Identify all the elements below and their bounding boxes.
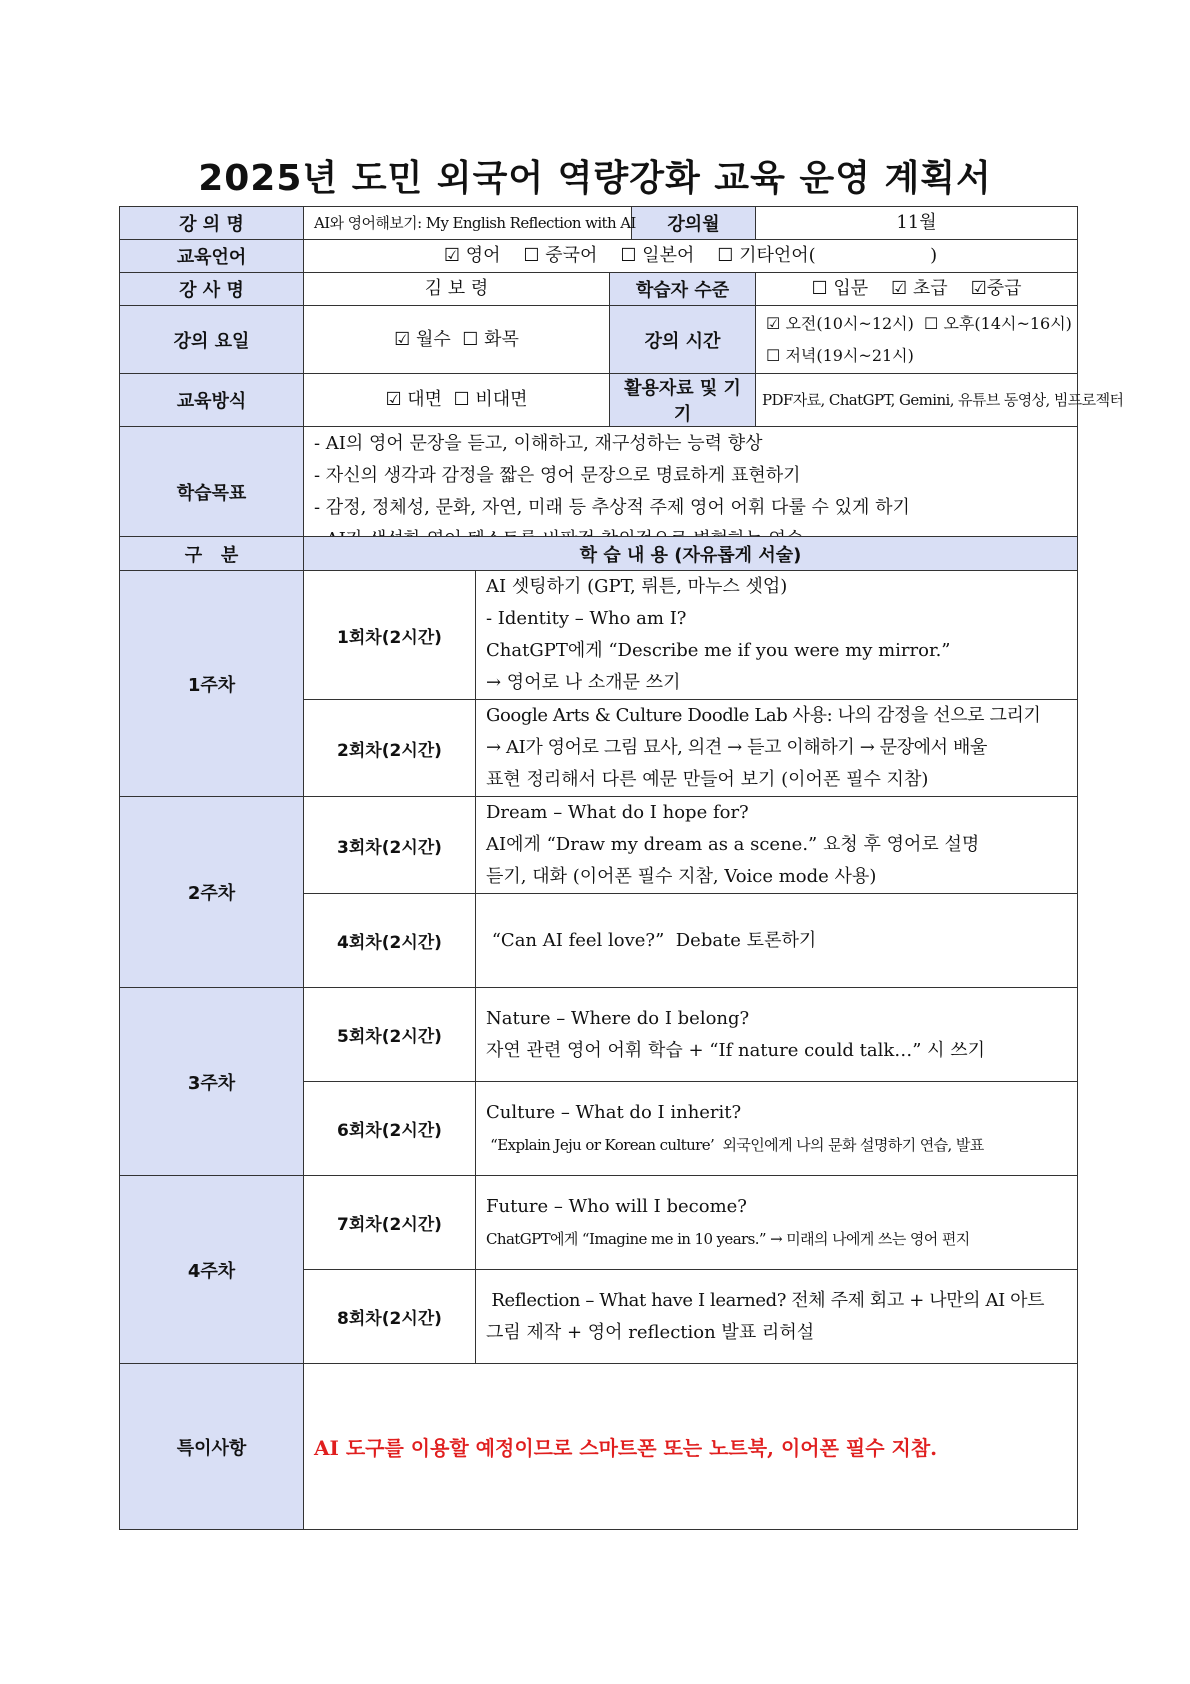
content-line: AI 셋팅하기 (GPT, 뤼튼, 마누스 셋업) bbox=[486, 576, 788, 597]
session-4-label: 4회차(2시간) bbox=[304, 894, 476, 988]
content-line: 듣기, 대화 (이어폰 필수 지참, Voice mode 사용) bbox=[486, 866, 877, 887]
content-line: “Can AI feel love?” Debate 토론하기 bbox=[486, 929, 817, 951]
month-label: 강의월 bbox=[632, 207, 756, 240]
content-line: Culture – What do I inherit? bbox=[486, 1101, 742, 1123]
session-5-label: 5회차(2시간) bbox=[304, 988, 476, 1082]
session-4-content bbox=[476, 894, 1078, 988]
document-title: 2025년 도민 외국어 역량강화 교육 운영 계획서 bbox=[198, 158, 992, 199]
session-7-content bbox=[476, 1176, 1078, 1270]
content-line: AI에게 “Draw my dream as a scene.” 요청 후 영어로 설명 bbox=[486, 834, 980, 855]
content-line: 자연 관련 영어 어휘 학습 + “If nature could talk…” 시 쓰기 bbox=[486, 1039, 986, 1061]
session-1-content bbox=[476, 571, 1078, 700]
content-line: Dream – What do I hope for? bbox=[486, 802, 749, 823]
level-options: ☐ 입문 ☑ 초급 ☑중급 bbox=[756, 273, 1078, 306]
goal-item: - 자신의 생각과 감정을 짧은 영어 문장으로 명료하게 표현하기 bbox=[314, 464, 801, 486]
time-label: 강의 시간 bbox=[610, 306, 756, 374]
method-options: ☑ 대면 ☐ 비대면 bbox=[304, 374, 610, 427]
month-value: 11월 bbox=[756, 207, 1078, 240]
time-option-line-2: ☐ 저녁(19시~21시) bbox=[766, 345, 914, 365]
session-7-label: 7회차(2시간) bbox=[304, 1176, 476, 1270]
instructor-label: 강 사 명 bbox=[120, 273, 304, 306]
day-options: ☑ 월수 ☐ 화목 bbox=[304, 306, 610, 374]
schedule-table bbox=[119, 536, 1078, 1530]
session-2-content bbox=[476, 700, 1078, 797]
session-8-content bbox=[476, 1270, 1078, 1364]
content-line: “Explain Jeju or Korean culture’ 외국인에게 나의 문화 설명하기 연습, 발표 bbox=[486, 1135, 984, 1154]
content-line: Future – Who will I become? bbox=[486, 1195, 747, 1217]
session-1-label: 1회차(2시간) bbox=[304, 571, 476, 700]
course-name-value: AI와 영어해보기: My English Reflection with AI bbox=[304, 207, 632, 240]
materials-value: PDF자료, ChatGPT, Gemini, 유튜브 동영상, 빔프로젝터 bbox=[756, 374, 1078, 427]
week-3-label: 3주차 bbox=[120, 988, 304, 1176]
header-division: 구 분 bbox=[120, 537, 304, 571]
materials-label: 활용자료 및 기기 bbox=[610, 374, 756, 427]
week-1-label: 1주차 bbox=[120, 571, 304, 797]
course-name-label: 강 의 명 bbox=[120, 207, 304, 240]
goal-item: - 감정, 정체성, 문화, 자연, 미래 등 추상적 주제 영어 어휘 다룰 수 있게 하기 bbox=[314, 496, 910, 518]
content-line: 표현 정리해서 다른 예문 만들어 보기 (이어폰 필수 지참) bbox=[486, 769, 929, 790]
content-line: ChatGPT에게 “Describe me if you were my mirror.” bbox=[486, 640, 951, 661]
header-content: 학 습 내 용 (자유롭게 서술) bbox=[304, 537, 1078, 571]
session-3-content bbox=[476, 797, 1078, 894]
time-option-line-1: ☑ 오전(10시~12시) ☐ 오후(14시~16시) bbox=[766, 313, 1072, 333]
session-8-label: 8회차(2시간) bbox=[304, 1270, 476, 1364]
content-line: - Identity – Who am I? bbox=[486, 608, 687, 629]
week-4-label: 4주차 bbox=[120, 1176, 304, 1364]
session-3-label: 3회차(2시간) bbox=[304, 797, 476, 894]
instructor-value: 김 보 령 bbox=[304, 273, 610, 306]
level-label: 학습자 수준 bbox=[610, 273, 756, 306]
notes-value: AI 도구를 이용할 예정이므로 스마트폰 또는 노트북, 이어폰 필수 지참. bbox=[304, 1364, 1078, 1530]
session-6-label: 6회차(2시간) bbox=[304, 1082, 476, 1176]
content-line: Reflection – What have I learned? 전체 주제 회고 + 나만의 AI 아트 bbox=[486, 1289, 1045, 1311]
day-label: 강의 요일 bbox=[120, 306, 304, 374]
notes-label: 특이사항 bbox=[120, 1364, 304, 1530]
course-info-table bbox=[119, 206, 1124, 557]
language-label: 교육언어 bbox=[120, 240, 304, 273]
method-label: 교육방식 bbox=[120, 374, 304, 427]
time-options bbox=[756, 306, 1078, 374]
content-line: → 영어로 나 소개문 쓰기 bbox=[486, 672, 681, 693]
language-options: ☑ 영어 ☐ 중국어 ☐ 일본어 ☐ 기타언어( ) bbox=[304, 240, 1078, 273]
content-line: Nature – Where do I belong? bbox=[486, 1007, 750, 1029]
session-2-label: 2회차(2시간) bbox=[304, 700, 476, 797]
content-line: → AI가 영어로 그림 묘사, 의견 → 듣고 이해하기 → 문장에서 배울 bbox=[486, 737, 987, 758]
goals-label: 학습목표 bbox=[120, 427, 304, 557]
content-line: 그림 제작 + 영어 reflection 발표 리허설 bbox=[486, 1321, 815, 1343]
content-line: Google Arts & Culture Doodle Lab 사용: 나의 감정을 선으로 그리기 bbox=[486, 705, 1041, 726]
goal-item: - AI의 영어 문장을 듣고, 이해하고, 재구성하는 능력 향상 bbox=[314, 432, 763, 454]
session-5-content bbox=[476, 988, 1078, 1082]
week-2-label: 2주차 bbox=[120, 797, 304, 988]
session-6-content bbox=[476, 1082, 1078, 1176]
content-line: ChatGPT에게 “Imagine me in 10 years.” → 미래의 나에게 쓰는 영어 편지 bbox=[486, 1229, 970, 1248]
